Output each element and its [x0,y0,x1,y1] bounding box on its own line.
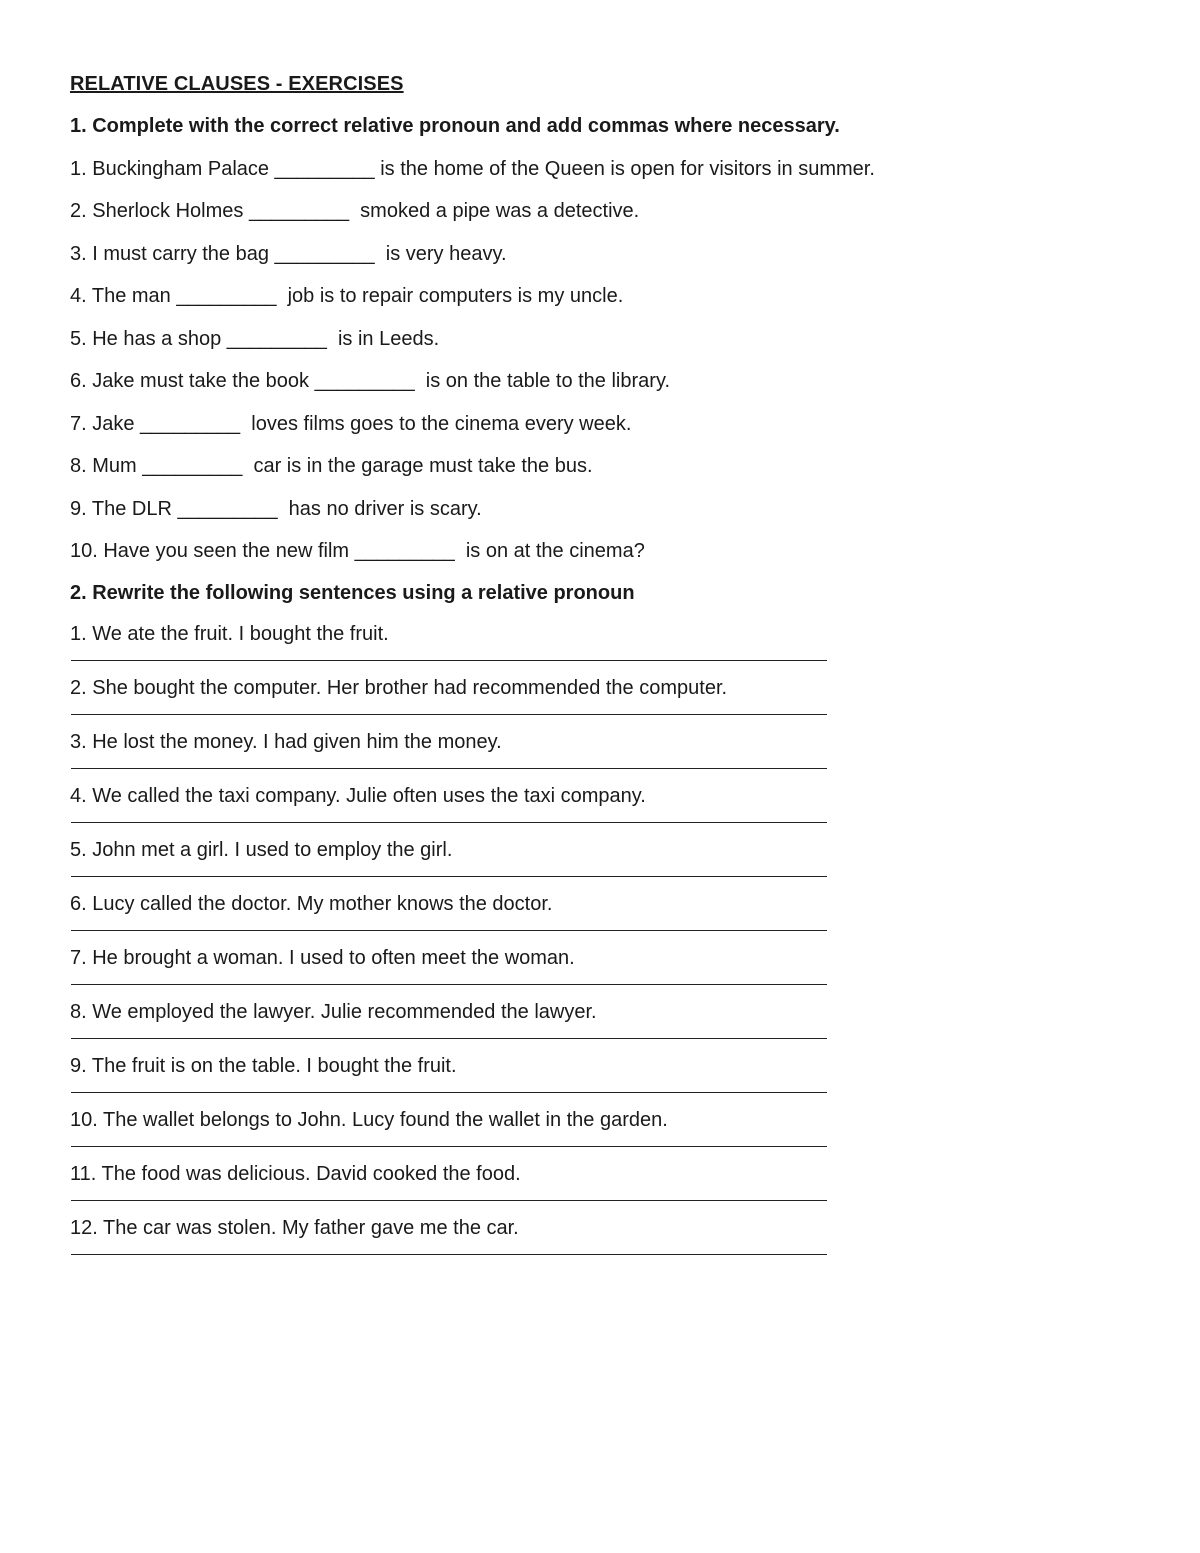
exercise-2-sentence: 3. He lost the money. I had given him the money. [70,731,502,753]
exercise-2-heading: 2. Rewrite the following sentences using a relative pronoun [70,582,635,604]
exercise-1-item: 4. The man _________ job is to repair computers is my uncle. [70,285,624,307]
exercise-2-item [70,1052,1130,1093]
exercise-2-sentence: 10. The wallet belongs to John. Lucy found the wallet in the garden. [70,1109,668,1131]
page-title: RELATIVE CLAUSES - EXERCISES [70,73,404,95]
exercise-1-item: 7. Jake _________ loves films goes to the cinema every week. [70,412,632,435]
exercise-2-item [70,1106,1130,1147]
exercise-2-sentence: 4. We called the taxi company. Julie often uses the taxi company. [70,785,646,807]
exercise-2-sentence: 1. We ate the fruit. I bought the fruit. [70,623,389,645]
exercise-2-item [70,620,1130,661]
answer-line[interactable] [71,1145,827,1147]
answer-line[interactable] [71,821,827,823]
exercise-2-sentence: 7. He brought a woman. I used to often meet the woman. [70,947,575,969]
exercise-2-item [70,1214,1130,1255]
answer-line[interactable] [71,929,827,931]
exercise-2-item [70,728,1130,769]
answer-line[interactable] [71,767,827,769]
answer-line[interactable] [71,1091,827,1093]
exercise-1-item: 1. Buckingham Palace _________ is the home of the Queen is open for visitors in summer. [70,157,875,180]
exercise-2-item [70,890,1130,931]
answer-line[interactable] [71,713,827,715]
exercise-2-sentence: 8. We employed the lawyer. Julie recommended the lawyer. [70,1001,597,1023]
exercise-2-item [70,1160,1130,1201]
exercise-2-sentence: 2. She bought the computer. Her brother had recommended the computer. [70,677,728,699]
exercise-2-sentence: 5. John met a girl. I used to employ the girl. [70,839,453,861]
exercise-2-item [70,944,1130,985]
exercise-1-heading: 1. Complete with the correct relative pronoun and add commas where necessary. [70,115,840,137]
exercise-1-item: 2. Sherlock Holmes _________ smoked a pipe was a detective. [70,200,640,222]
exercise-2-item [70,674,1130,715]
answer-line[interactable] [71,1253,827,1255]
exercise-1-item: 5. He has a shop _________ is in Leeds. [70,327,440,350]
exercise-2-list [70,620,1130,1255]
exercise-1-item: 3. I must carry the bag _________ is very heavy. [70,242,507,265]
exercise-2-item [70,836,1130,877]
exercise-2-sentence: 11. The food was delicious. David cooked the food. [70,1163,521,1185]
exercise-2-sentence: 12. The car was stolen. My father gave me the car. [70,1217,519,1239]
exercise-1-item: 6. Jake must take the book _________ is on the table to the library. [70,370,671,392]
exercise-2-sentence: 6. Lucy called the doctor. My mother knows the doctor. [70,893,553,915]
answer-line[interactable] [71,1037,827,1039]
exercise-1-list [70,155,1130,566]
answer-line[interactable] [71,875,827,877]
answer-line[interactable] [71,659,827,661]
exercise-2-item [70,782,1130,823]
worksheet-page [70,70,1130,1255]
exercise-1-item: 9. The DLR _________ has no driver is scary. [70,497,482,520]
exercise-1-item: 8. Mum _________ car is in the garage must take the bus. [70,455,593,477]
exercise-2-sentence: 9. The fruit is on the table. I bought the fruit. [70,1055,457,1077]
exercise-2-item [70,998,1130,1039]
answer-line[interactable] [71,1199,827,1201]
exercise-1-item: 10. Have you seen the new film _________ is on at the cinema? [70,540,645,562]
answer-line[interactable] [71,983,827,985]
